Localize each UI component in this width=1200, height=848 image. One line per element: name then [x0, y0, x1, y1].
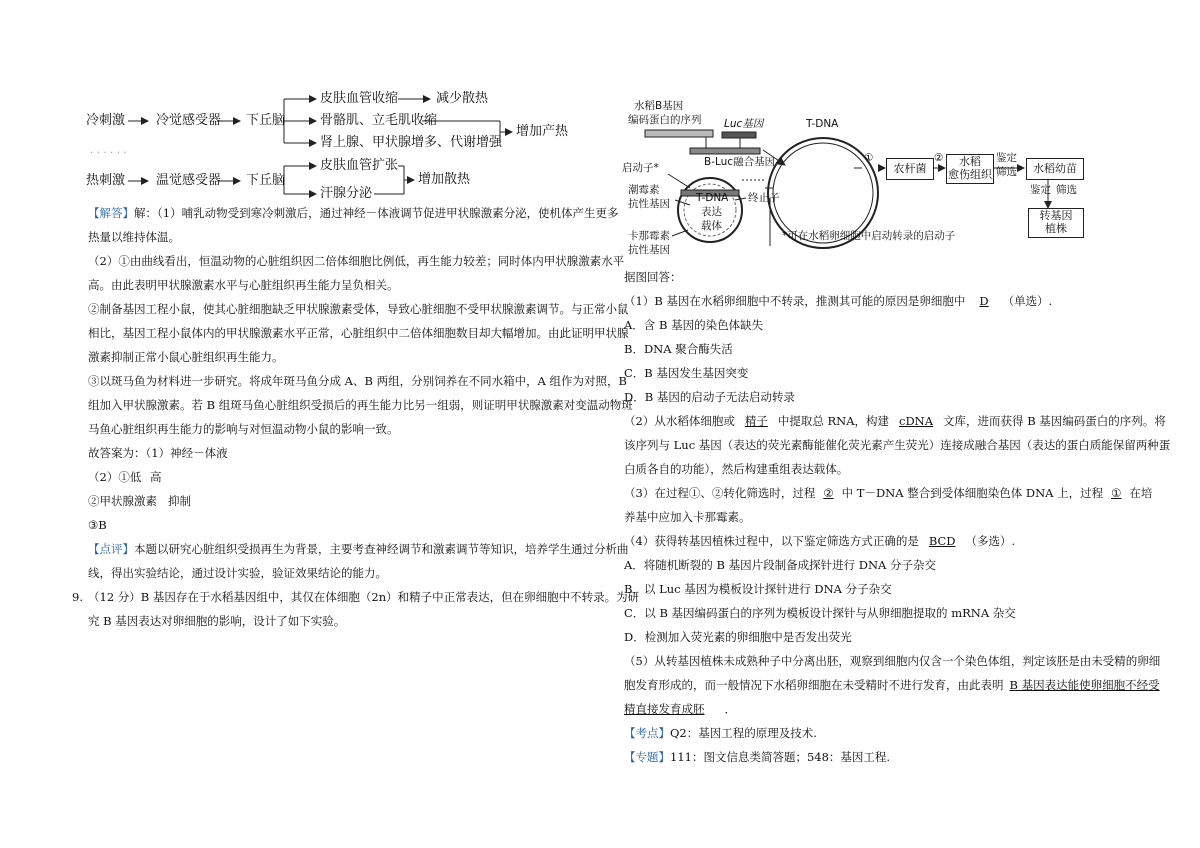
q2-line-2: 该序列与 Luc 基因（表达的荧光素酶能催化荧光素产生荧光）连接成融合基因（表达的蛋白质能保留两种蛋: [624, 438, 1171, 452]
q3-answer-2: ①: [1111, 486, 1122, 500]
answer-line-1: [88, 206, 619, 220]
label-luc: Luc基因: [724, 118, 764, 130]
answer-2b: 高: [150, 470, 162, 484]
heat-effect-vasodilation: 皮肤血管扩张: [320, 158, 399, 173]
comment-c1: 本题以研究心脏组织受损再生为背景，主要考查神经调节和激素调节等知识，培养学生通过分析曲: [134, 542, 629, 556]
cold-effect-muscle: 骨骼肌、立毛肌收缩: [320, 113, 438, 128]
q1-tail: （单选）.: [1002, 294, 1053, 308]
q1-option-a: A．含 B 基因的染色体缺失: [624, 318, 764, 332]
q4-option-c: C．以 B 基因编码蛋白的序列为模板设计探针与从卵细胞提取的 mRNA 杂交: [624, 606, 1016, 620]
label-identify-1a: 鉴定: [996, 152, 1017, 164]
box-transgenic-plant: [1028, 208, 1084, 238]
q3-answer-1: ②: [823, 486, 834, 500]
q1-answer: D: [979, 294, 989, 308]
answer-3a: ②甲状腺激素: [88, 494, 157, 508]
q1-line: [624, 294, 1052, 308]
q4-tail: （多选）.: [965, 534, 1016, 548]
step-2-marker: ②: [934, 152, 944, 164]
label-kanamycin-2: 抗性基因: [628, 244, 670, 256]
label-fusion-gene: B-Luc融合基因: [704, 156, 776, 168]
intro: 据图回答：: [624, 270, 682, 284]
footnote-promoter: *可在水稻卵细胞中启动转录的启动子: [782, 230, 956, 242]
heat-receptor: 温觉感受器: [156, 173, 222, 188]
box-callus-line-1: 水稻: [959, 155, 981, 168]
answer-4: ③B: [88, 518, 107, 532]
answer-p3c: 激素抑制正常小鼠心脏组织再生能力。: [88, 350, 284, 364]
q4-answer: BCD: [928, 534, 956, 548]
box-plant-line-2: 植株: [1045, 222, 1067, 235]
q5-text: 胞发育形成的，而一般情况下水稻卵细胞在未受精时不进行发育，由此表明: [624, 678, 1004, 692]
knowledge-point-tag: 【考点】: [624, 726, 670, 740]
dots: · · · · · ·: [90, 147, 127, 159]
label-coding-seq: 编码蛋白的序列: [628, 114, 702, 126]
q5-answer-2: 精直接发育成胚: [624, 702, 705, 716]
q4-option-a: A．将随机断裂的 B 基因片段制备成探针进行 DNA 分子杂交: [624, 558, 936, 572]
label-vector-1: 表达: [701, 206, 722, 218]
label-hygromycin-1: 潮霉素: [628, 184, 660, 196]
q1-text: （1）B 基因在水稻卵细胞中不转录，推测其可能的原因是卵细胞中: [624, 294, 966, 308]
answer-head: 故答案为：（1）神经－体液: [88, 446, 228, 460]
answer-3b: 抑制: [168, 494, 191, 508]
q5-line-3: [624, 702, 736, 716]
cold-effect-vasoconstriction: 皮肤血管收缩: [320, 91, 399, 106]
cold-receptor: 冷觉感受器: [156, 113, 222, 128]
q1-option-c: C．B 基因发生基因突变: [624, 366, 749, 380]
answer-p4b: 组加入甲状腺激素。若 B 组斑马鱼心脏组织受损后的再生能力比另一组弱，则证明甲状腺激素对变温动物斑: [88, 398, 633, 412]
q3-text-1: （3）在过程①、②转化筛选时，过程: [624, 486, 816, 500]
q4-text: （4）获得转基因植株过程中，以下鉴定筛选方式正确的是: [624, 534, 919, 548]
q2-answer-2: cDNA: [899, 414, 934, 428]
cold-result-reduce-heat-loss: 减少散热: [436, 91, 489, 106]
q2-text-3: 文库，进而获得 B 基因编码蛋白的序列。将: [943, 414, 1166, 428]
q5-line-2: [624, 678, 1160, 692]
label-terminator: 终止子: [748, 192, 780, 204]
heat-stimulus: 热刺激: [86, 173, 126, 188]
answer-p2b: 高。由此表明甲状腺激素水平与心脏组织再生能力呈负相关。: [88, 278, 399, 292]
heat-effect-sweat: 汗腺分泌: [320, 186, 373, 201]
heat-result: 增加散热: [418, 172, 471, 187]
label-hygromycin-2: 抗性基因: [628, 198, 670, 210]
step-1-marker: ①: [864, 152, 874, 164]
label-identify-1b: 筛选: [996, 166, 1017, 178]
answer-p1b: 热量以维持体温。: [88, 230, 180, 244]
comment-c2: 线，得出实验结论，通过设计实验，验证效果结论的能力。: [88, 566, 387, 580]
answer-p3a: ②制备基因工程小鼠，使其心脏细胞缺乏甲状腺激素受体，导致心脏细胞不受甲状腺激素调节。与正常小鼠: [88, 302, 629, 316]
label-promoter: 启动子*: [622, 162, 659, 174]
topic-tag: 【专题】: [624, 750, 670, 764]
label-b-gene: 水稻B基因: [634, 100, 684, 112]
box-plant-line-1: 转基因: [1039, 209, 1073, 222]
topic: 111：图文信息类简答题；548：基因工程.: [670, 750, 891, 764]
topic-line: [624, 750, 890, 764]
q1-option-b: B．DNA 聚合酶失活: [624, 342, 733, 356]
q4-option-b: B．以 Luc 基因为模板设计探针进行 DNA 分子杂交: [624, 582, 892, 596]
answer-p4c: 马鱼心脏组织再生能力的影响与对恒温动物小鼠的影响一致。: [88, 422, 399, 436]
q3-text-2: 中 T－DNA 整合到受体细胞染色体 DNA 上，过程: [841, 486, 1104, 500]
box-callus: [946, 154, 994, 184]
cold-hypothalamus: 下丘脑: [246, 113, 286, 128]
label-kanamycin-1: 卡那霉素: [628, 230, 670, 242]
answer-tag: 【解答】: [88, 206, 134, 220]
box-callus-line-2: 愈伤组织: [948, 168, 992, 181]
q3-line-2: 养基中应加入卡那霉素。: [624, 510, 751, 524]
q2-line-1: [624, 414, 1166, 428]
box-rice-seedling: 水稻幼苗: [1026, 158, 1084, 180]
question-number: 9.: [72, 590, 83, 604]
answer-p1a: 解：（1）哺乳动物受到寒冷刺激后，通过神经－体液调节促进甲状腺激素分泌，使机体产生更多: [134, 206, 619, 220]
q3-text-3: 在培: [1129, 486, 1153, 500]
q4-option-d: D．检测加入荧光素的卵细胞中是否发出荧光: [624, 630, 852, 644]
cold-stimulus: 冷刺激: [86, 113, 126, 128]
q5-line-1: （5）从转基因植株未成熟种子中分离出胚，观察到细胞内仅含一个染色体组，判定该胚是由未受精的卵细: [624, 654, 1161, 668]
answer-p2a: （2）①由曲线看出，恒温动物的心脏组织因二倍体细胞比例低，再生能力较差；同时体内甲状腺激素水平: [88, 254, 625, 268]
q1-option-d: D．B 基因的启动子无法启动转录: [624, 390, 795, 404]
q2-line-3: 白质各自的功能），然后构建重组表达载体。: [624, 462, 849, 476]
q3-line-1: [624, 486, 1152, 500]
cold-effect-gland: 肾上腺、甲状腺增多、代谢增强: [320, 135, 503, 150]
knowledge-point-line: [624, 726, 817, 740]
cold-result-increase-heat: 增加产热: [516, 124, 569, 139]
q2-text-1: （2）从水稻体细胞或: [624, 414, 735, 428]
q2-text-2: 中提取总 RNA，构建: [777, 414, 890, 428]
q5-tail: ．: [724, 702, 736, 716]
label-vector-2: 载体: [701, 220, 722, 232]
answer-p4a: ③以斑马鱼为材料进一步研究。将成年斑马鱼分成 A、B 两组，分别饲养在不同水箱中，A 组作为对照，B: [88, 374, 627, 388]
heat-hypothalamus: 下丘脑: [246, 173, 286, 188]
answer-p3b: 相比，基因工程小鼠体内的甲状腺激素水平正常，心脏组织中二倍体细胞数目却大幅增加。由此证明甲状腺: [88, 326, 629, 340]
question-line-2: 究 B 基因表达对卵细胞的影响，设计了如下实验。: [88, 614, 346, 628]
answer-2a: （2）①低: [88, 470, 142, 484]
q4-line: [624, 534, 1015, 548]
knowledge-point: Q2：基因工程的原理及技术.: [670, 726, 817, 740]
label-identify-2a: 鉴定: [1030, 184, 1051, 196]
label-tdna-inner: T-DNA: [696, 192, 729, 204]
comment-line-1: [88, 542, 629, 556]
question-line-1: （12 分）B 基因存在于水稻基因组中，其仅在体细胞（2n）和精子中正常表达，但在卵细胞中不转录。为研: [88, 590, 640, 604]
box-agrobacterium: 农杆菌: [886, 158, 934, 180]
label-identify-2b: 筛选: [1056, 184, 1077, 196]
q2-answer-1: 精子: [744, 414, 768, 428]
label-tdna-top: T-DNA: [806, 118, 839, 130]
q5-answer-1: B 基因表达能使卵细胞不经受: [1009, 678, 1160, 692]
comment-tag: 【点评】: [88, 542, 134, 556]
